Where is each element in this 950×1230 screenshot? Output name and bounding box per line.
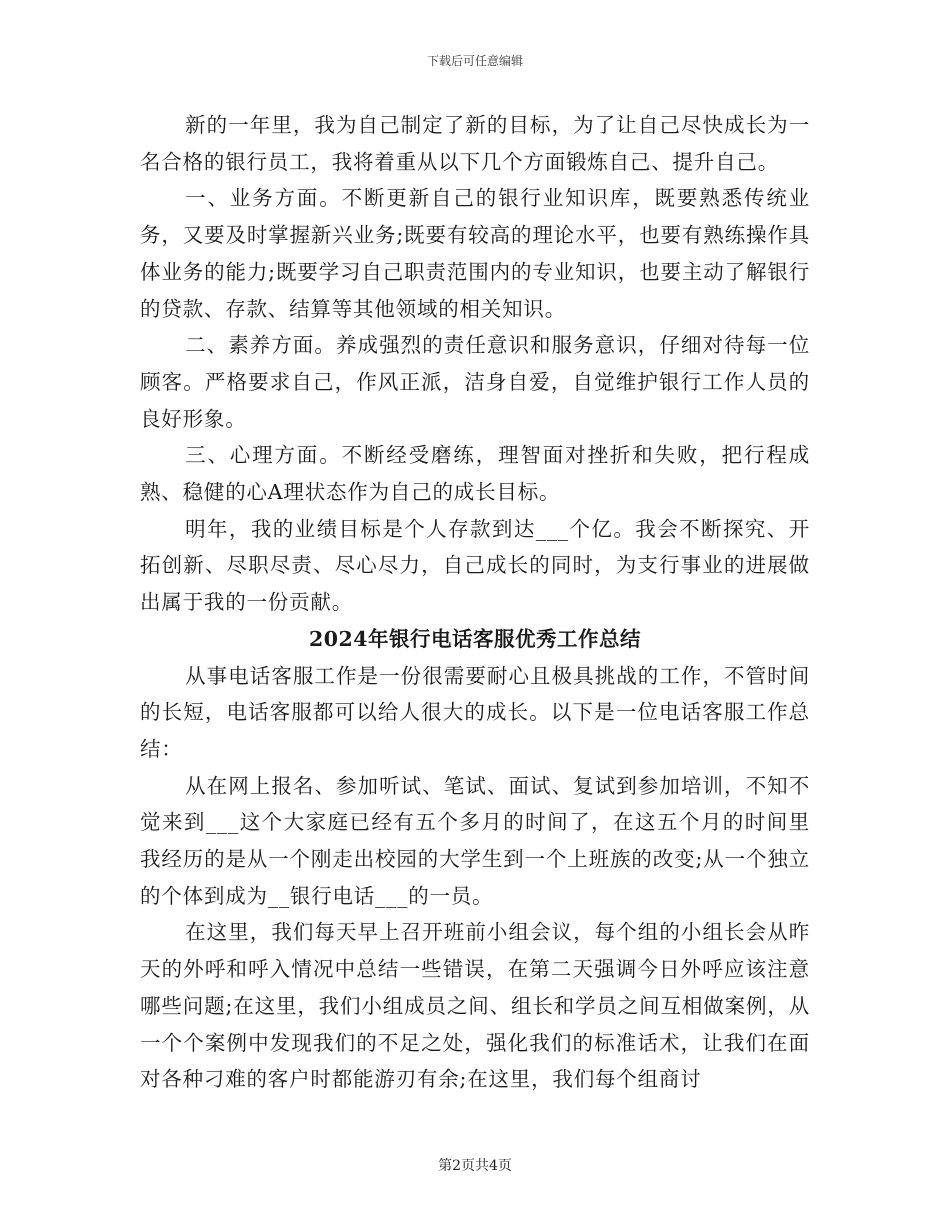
section-title: 2024年银行电话客服优秀工作总结 xyxy=(308,626,642,651)
paragraph: 从事电话客服工作是一份很需要耐心且极具挑战的工作，不管时间的长短，电话客服都可以给人很大的成长。以下是一位电话客服工作总结： xyxy=(140,663,810,761)
paragraph: 一、业务方面。不断更新自己的银行业知识库，既要熟悉传统业务，又要及时掌握新兴业务;既要有较高的理论水平，也要有熟练操作具体业务的能力;既要学习自己职责范围内的专业知识，也要主动了解银行的贷款、存款、结算等其他领域的相关知识。 xyxy=(140,186,810,321)
paragraph: 从在网上报名、参加听试、笔试、面试、复试到参加培训，不知不觉来到___这个大家庭已经有五个多月的时间了，在这五个月的时间里我经历的是从一个刚走出校园的大学生到一个上班族的改变;从一个独立的个体到成为__银行电话___的一员。 xyxy=(140,773,810,908)
paragraph: 二、素养方面。养成强烈的责任意识和服务意识，仔细对待每一位顾客。严格要求自己，作风正派，洁身自爱，自觉维护银行工作人员的良好形象。 xyxy=(140,333,810,431)
paragraph: 三、心理方面。不断经受磨练，理智面对挫折和失败，把行程成熟、稳健的心A理状态作为自己的成长目标。 xyxy=(140,443,810,505)
paragraph: 新的一年里，我为自己制定了新的目标，为了让自己尽快成长为一名合格的银行员工，我将着重从以下几个方面锻炼自己、提升自己。 xyxy=(140,113,810,174)
paragraph: 明年，我的业绩目标是个人存款到达___个亿。我会不断探究、开拓创新、尽职尽责、尽心尽力，自己成长的同时，为支行事业的进展做出属于我的一份贡献。 xyxy=(140,516,810,615)
page-header: 下载后可任意编辑 xyxy=(426,54,523,68)
paragraph: 在这里，我们每天早上召开班前小组会议，每个组的小组长会从昨天的外呼和呼入情况中总结一些错误，在第二天强调今日外呼应该注意哪些问题;在这里，我们小组成员之间、组长和学员之间互相做案例，从一个个案例中发现我们的不足之处，强化我们的标准话术，让我们在面对各种刁难的客户时都能游刃有余;在这里，我们每个组商讨 xyxy=(140,920,810,1092)
document-body xyxy=(140,107,810,1098)
page-footer: 第2页共4页 xyxy=(438,1158,512,1174)
